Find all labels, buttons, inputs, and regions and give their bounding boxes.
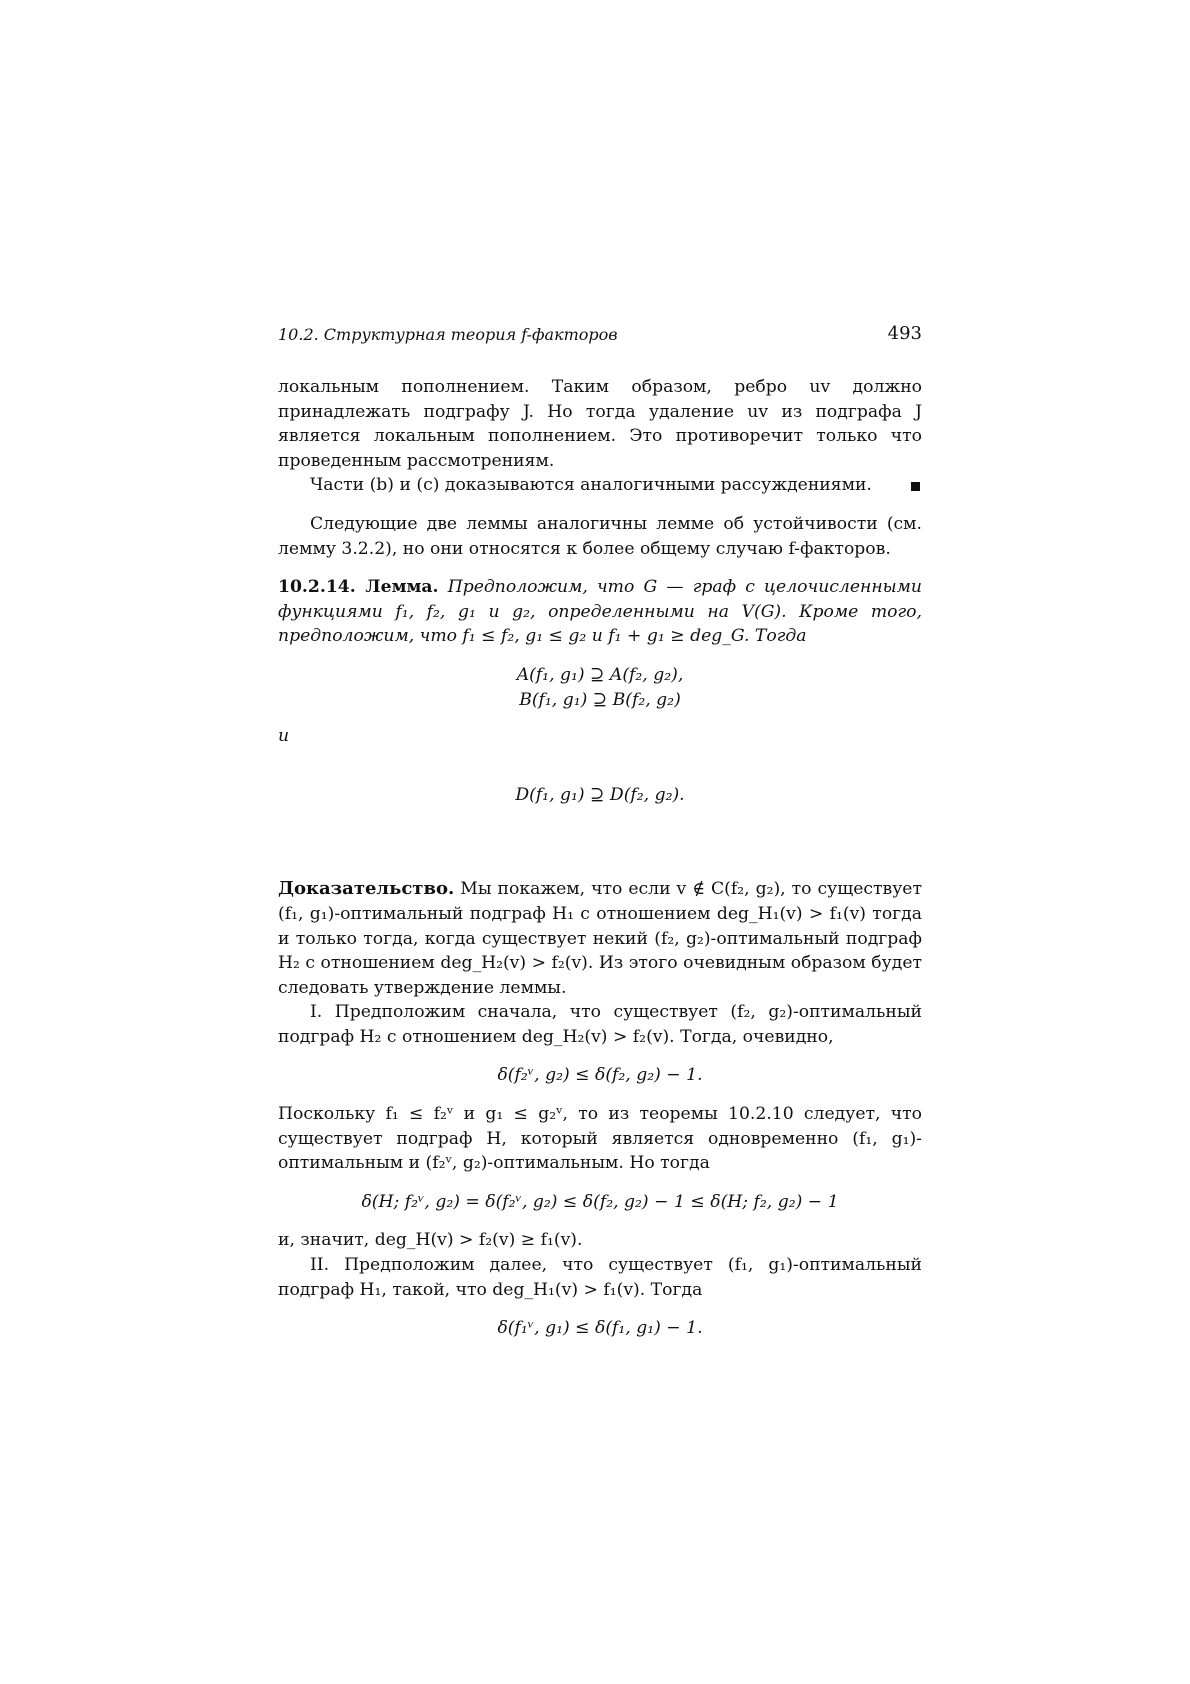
proof-body: Мы покажем, что если v ∉ C(f₂, g₂), то существует (f₁, g₁)-оптимальный подграф H₁ с отношением deg_H₁(v) > f₁(v) тогда и только тогда, когда существует некий (f₂, g₂)-оптимальный подграф H₂ с отношением deg_H₂(v) > f₂(v). Из этого очевидным образом будет следовать утверждение леммы. <box>278 879 922 998</box>
running-title: 10.2. Структурная теория f-факторов <box>278 325 618 344</box>
proof-part-one: I. Предположим сначала, что существует (f₂, g₂)-оптимальный подграф H₂ с отношением deg_H₂(v) > f₂(v). Тогда, очевидно, <box>278 1002 922 1047</box>
equation-3: δ(f₁ᵛ, g₁) ≤ δ(f₁, g₁) − 1. <box>497 1318 703 1339</box>
lemma-heading: 10.2.14. Лемма. <box>278 577 439 598</box>
paragraph-continuation: локальным пополнением. Таким образом, ребро uv должно принадлежать подграфу J. Но тогда удаление uv из подграфа J является локальным пополнением. Это противоречит только что проведенным рассмотрениям. <box>278 377 922 471</box>
running-header <box>278 325 922 349</box>
lemma-body: Предположим, что G — граф с целочисленными функциями f₁, f₂, g₁ и g₂, определенными на V(G). Кроме того, предположим, что f₁ ≤ f₂, g₁ ≤ g₂ и f₁ + g₁ ≥ deg_G. Тогда <box>278 577 922 647</box>
equation-1: δ(f₂ᵛ, g₂) ≤ δ(f₂, g₂) − 1. <box>497 1065 703 1086</box>
paragraph-parts-bc-text: Части (b) и (c) доказываются аналогичными рассуждениями. <box>310 475 872 496</box>
proof-heading: Доказательство. <box>278 878 455 900</box>
paragraph-since: Поскольку f₁ ≤ f₂ᵛ и g₁ ≤ g₂ᵛ, то из теоремы 10.2.10 следует, что существует подграф H, который является одновременно (f₁, g₁)-оптимальным и (f₂ᵛ, g₂)-оптимальным. Но тогда <box>278 1104 922 1174</box>
qed-square-icon <box>911 482 920 491</box>
lemma-statement <box>278 575 922 649</box>
equation-2: δ(H; f₂ᵛ, g₂) = δ(f₂ᵛ, g₂) ≤ δ(f₂, g₂) − 1 ≤ δ(H; f₂, g₂) − 1 <box>361 1191 839 1212</box>
paragraph-next-lemmas: Следующие две леммы аналогичны лемме об устойчивости (см. лемму 3.2.2), но они относятся к более общему случаю f-факторов. <box>278 513 922 559</box>
paragraph-parts-bc <box>278 473 922 498</box>
page-body <box>278 375 922 1355</box>
paragraph-hence: и, значит, deg_H(v) > f₂(v) ≥ f₁(v). <box>278 1230 583 1251</box>
formula-a: A(f₁, g₁) ⊇ A(f₂, g₂), <box>516 664 684 685</box>
page-number: 493 <box>887 323 922 344</box>
proof-paragraph <box>278 877 922 1000</box>
formula-d: D(f₁, g₁) ⊇ D(f₂, g₂). <box>515 784 685 805</box>
formula-b: B(f₁, g₁) ⊇ B(f₂, g₂) <box>519 689 681 710</box>
conjunction-i: и <box>278 726 290 747</box>
proof-part-two: II. Предположим далее, что существует (f₁, g₁)-оптимальный подграф H₁, такой, что deg_H₁(v) > f₁(v). Тогда <box>278 1255 922 1300</box>
